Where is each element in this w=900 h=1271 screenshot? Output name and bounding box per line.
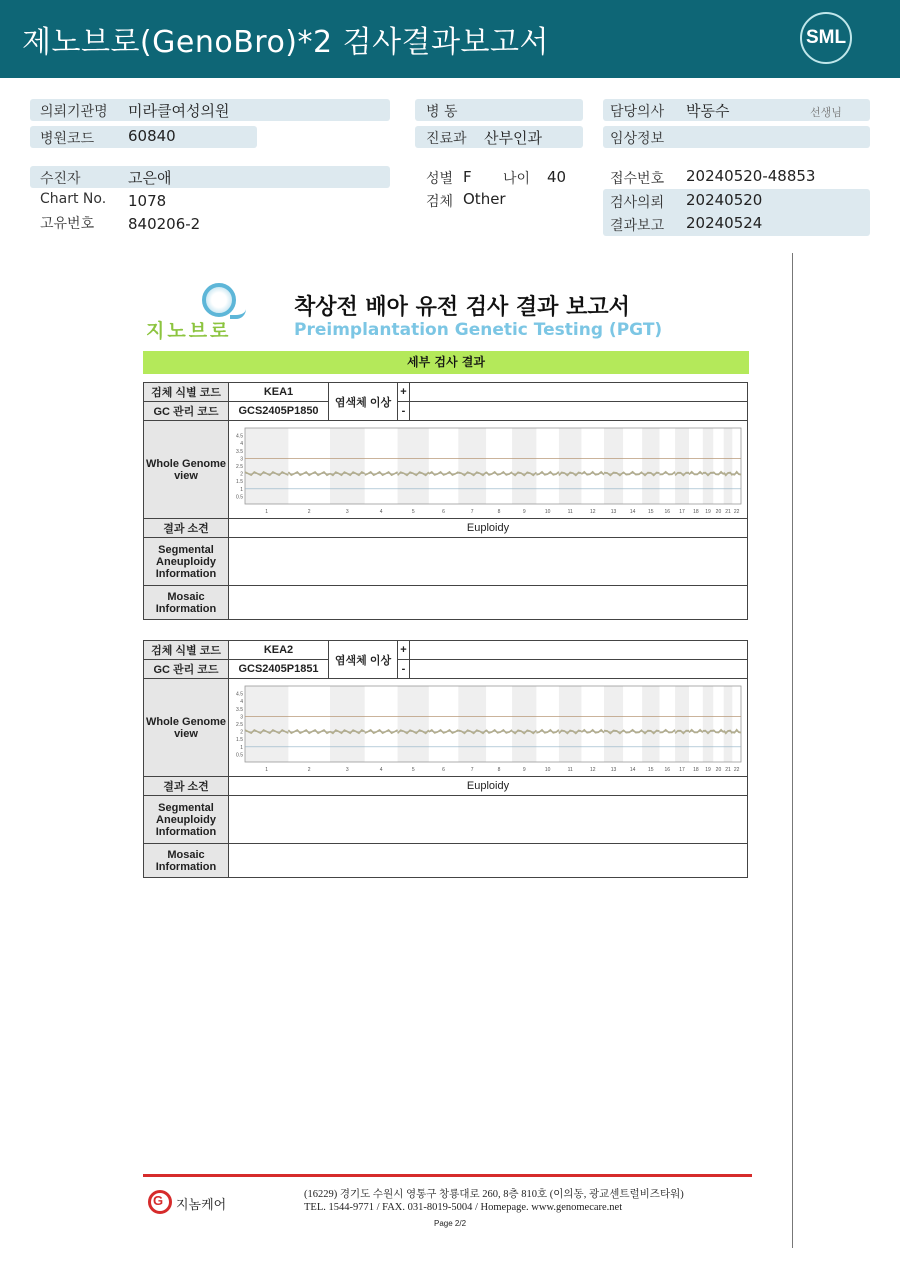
chromosome-copy-number: [660, 729, 676, 732]
minus-label: -: [398, 660, 410, 679]
reception-value: 20240520-48853: [686, 167, 816, 185]
x-tick-label: 20: [715, 508, 722, 515]
sex-label: 성별: [426, 171, 454, 187]
y-tick-label: 1.5: [236, 478, 243, 485]
x-tick-label: 17: [679, 508, 685, 515]
x-tick-label: 7: [470, 508, 474, 515]
page-number: Page 2/2: [433, 1219, 467, 1228]
chromosome-band: [398, 428, 429, 504]
chromosome-band: [703, 686, 713, 762]
chromosome-band: [398, 686, 429, 762]
x-tick-label: 8: [497, 766, 501, 773]
chrom-abnormal-label: 염색체 이상: [329, 383, 398, 421]
x-tick-label: 16: [664, 508, 671, 515]
x-tick-label: 9: [522, 508, 526, 515]
sample-table-2: [143, 640, 748, 878]
minus-value: [410, 660, 748, 679]
sample-code-label: 검체 식별 코드: [144, 383, 229, 402]
mosaic-label: Mosaic Information: [144, 586, 229, 620]
minus-label: -: [398, 402, 410, 421]
chromosome-band: [604, 686, 623, 762]
y-tick-label: 3: [240, 713, 243, 720]
segmental-label: Segmental Aneuploidy Information: [144, 796, 229, 844]
ward-label: 병 동: [426, 104, 458, 120]
unique-id-label: 고유번호: [40, 216, 95, 232]
y-tick-label: 3.5: [236, 706, 243, 713]
footer-address-block: [304, 1188, 684, 1214]
x-tick-label: 20: [715, 766, 722, 773]
chromosome-band: [245, 686, 288, 762]
report-title-ko: 착상전 배아 유전 검사 결과 보고서: [294, 295, 630, 320]
y-tick-label: 2: [240, 471, 243, 478]
chromosome-band: [559, 686, 582, 762]
genome-plot-cell: [229, 679, 748, 777]
x-tick-label: 21: [725, 766, 731, 773]
genome-plot-cell: [229, 421, 748, 519]
segmental-value: [229, 538, 748, 586]
footer-contact: TEL. 1544-9771 / FAX. 031-8019-5004 / Homepage. www.genomecare.net: [304, 1202, 623, 1213]
x-tick-label: 6: [442, 766, 445, 773]
specimen-value: Other: [463, 190, 506, 208]
x-tick-label: 2: [307, 766, 311, 773]
x-tick-label: 5: [411, 508, 415, 515]
genome-plot-2: [229, 680, 745, 776]
x-tick-label: 16: [664, 766, 671, 773]
whole-genome-label: Whole Genome view: [144, 679, 229, 777]
y-tick-label: 4: [240, 698, 243, 705]
y-tick-label: 2.5: [236, 721, 243, 728]
chromosome-copy-number: [689, 471, 703, 474]
patient-label: 수진자: [40, 171, 81, 187]
chrom-abnormal-label: 염색체 이상: [329, 641, 398, 679]
chromosome-band: [512, 428, 536, 504]
x-tick-label: 7: [470, 766, 474, 773]
chromosome-band: [675, 686, 689, 762]
x-tick-label: 13: [610, 766, 617, 773]
sml-logo: [800, 12, 852, 64]
age-value: 40: [547, 168, 567, 186]
patient-row: [30, 166, 390, 188]
chromosome-band: [703, 428, 713, 504]
request-value: 20240520: [686, 191, 763, 209]
chromosome-band: [458, 428, 486, 504]
y-tick-label: 4.5: [236, 691, 243, 698]
x-tick-label: 14: [629, 508, 636, 515]
chromosome-band: [642, 686, 659, 762]
x-tick-label: 15: [648, 508, 654, 515]
sex-value: F: [463, 168, 472, 186]
gc-code-value: GCS2405P1851: [229, 660, 329, 679]
y-tick-label: 1: [240, 744, 243, 751]
y-tick-label: 2.5: [236, 463, 243, 470]
sample-table-1: [143, 382, 748, 620]
reception-label: 접수번호: [610, 171, 665, 187]
x-tick-label: 3: [345, 508, 349, 515]
x-tick-label: 2: [307, 508, 311, 515]
magnifier-tail: [230, 309, 246, 319]
chromosome-band: [330, 686, 365, 762]
x-tick-label: 17: [679, 766, 685, 773]
section-title: 세부 검사 결과: [143, 351, 749, 374]
chromosome-band: [604, 428, 623, 504]
dept-label: 진료과: [426, 131, 467, 147]
result-value: Euploidy: [229, 777, 748, 796]
mosaic-value: [229, 844, 748, 878]
x-tick-label: 19: [705, 766, 711, 773]
page-divider: [792, 253, 793, 1248]
x-tick-label: 9: [522, 766, 526, 773]
age-label: 나이: [503, 171, 531, 187]
y-tick-label: 0.5: [236, 493, 243, 500]
segmental-label: Segmental Aneuploidy Information: [144, 538, 229, 586]
y-tick-label: 4: [240, 440, 243, 447]
genobro-logo-text: 지노브로: [146, 320, 232, 342]
result-label: 결과 소견: [144, 519, 229, 538]
x-tick-label: 11: [567, 766, 573, 773]
x-tick-label: 6: [442, 508, 445, 515]
plot-frame: [245, 428, 741, 504]
chromosome-band: [458, 686, 486, 762]
y-tick-label: 2: [240, 729, 243, 736]
chart-no-label: Chart No.: [40, 191, 107, 207]
x-tick-label: 12: [589, 766, 596, 773]
footer-address: (16229) 경기도 수원시 영통구 창룡대로 260, 8층 810호 (이의동, 광교센트럴비즈타워): [304, 1189, 684, 1200]
x-tick-label: 15: [648, 766, 654, 773]
chromosome-band: [559, 428, 582, 504]
x-tick-label: 14: [629, 766, 636, 773]
x-tick-label: 10: [544, 508, 551, 515]
x-tick-label: 11: [567, 508, 573, 515]
chromosome-band: [512, 686, 536, 762]
x-tick-label: 1: [265, 766, 269, 773]
whole-genome-label: Whole Genome view: [144, 421, 229, 519]
doctor-label: 담당의사: [610, 104, 665, 120]
x-tick-label: 13: [610, 508, 617, 515]
patient-value: 고은애: [128, 169, 172, 187]
y-tick-label: 1.5: [236, 736, 243, 743]
report-label: 결과보고: [610, 218, 665, 234]
result-value: Euploidy: [229, 519, 748, 538]
x-tick-label: 18: [693, 508, 699, 515]
segmental-value: [229, 796, 748, 844]
report-value: 20240524: [686, 214, 763, 232]
plus-label: +: [398, 641, 410, 660]
genomecare-logo-mark: G: [153, 1193, 164, 1208]
chromosome-copy-number: [713, 729, 723, 732]
y-tick-label: 1: [240, 486, 243, 493]
institution-value: 미라클여성의원: [128, 102, 230, 120]
genomecare-logo: [148, 1190, 238, 1216]
chromosome-band: [724, 428, 733, 504]
sml-logo-text: SML: [805, 27, 847, 48]
x-tick-label: 10: [544, 766, 551, 773]
dept-value: 산부인과: [484, 129, 542, 147]
report-title-en: Preimplantation Genetic Testing (PGT): [294, 320, 663, 340]
x-tick-label: 4: [379, 508, 383, 515]
genomecare-name: 지놈케어: [176, 1198, 227, 1213]
doctor-suffix: 선생님: [810, 106, 842, 119]
gc-code-label: GC 관리 코드: [144, 402, 229, 421]
x-tick-label: 22: [733, 766, 740, 773]
header-bar: [0, 0, 900, 78]
chromosome-band: [642, 428, 659, 504]
sample-code-value: KEA1: [229, 383, 329, 402]
sample-code-label: 검체 식별 코드: [144, 641, 229, 660]
y-tick-label: 0.5: [236, 751, 243, 758]
genome-plot-1: [229, 422, 745, 518]
x-tick-label: 8: [497, 508, 501, 515]
chromosome-band: [724, 686, 733, 762]
plus-value: [410, 383, 748, 402]
chromosome-copy-number: [689, 729, 703, 732]
x-tick-label: 4: [379, 766, 383, 773]
x-tick-label: 22: [733, 508, 740, 515]
minus-value: [410, 402, 748, 421]
x-tick-label: 5: [411, 766, 415, 773]
chromosome-band: [675, 428, 689, 504]
y-tick-label: 3.5: [236, 448, 243, 455]
chart-no-value: 1078: [128, 192, 167, 210]
clinical-label: 임상정보: [610, 131, 665, 147]
specimen-label: 검체: [426, 194, 454, 210]
chromosome-copy-number: [660, 471, 676, 474]
result-label: 결과 소견: [144, 777, 229, 796]
x-tick-label: 3: [345, 766, 349, 773]
unique-id-value: 840206-2: [128, 215, 201, 233]
chromosome-band: [245, 428, 288, 504]
mosaic-value: [229, 586, 748, 620]
mosaic-label: Mosaic Information: [144, 844, 229, 878]
gc-code-value: GCS2405P1850: [229, 402, 329, 421]
genobro-logo: [146, 283, 256, 343]
chromosome-copy-number: [713, 471, 723, 474]
y-tick-label: 3: [240, 455, 243, 462]
x-tick-label: 19: [705, 508, 711, 515]
x-tick-label: 18: [693, 766, 699, 773]
hospital-code-label: 병원코드: [40, 131, 95, 147]
institution-label: 의뢰기관명: [40, 104, 108, 120]
y-tick-label: 4.5: [236, 433, 243, 440]
gc-code-label: GC 관리 코드: [144, 660, 229, 679]
page-title: 제노브로(GenoBro)*2 검사결과보고서: [22, 25, 549, 60]
x-tick-label: 1: [265, 508, 269, 515]
sample-code-value: KEA2: [229, 641, 329, 660]
plus-value: [410, 641, 748, 660]
hospital-code-value: 60840: [128, 127, 176, 145]
x-tick-label: 12: [589, 508, 596, 515]
chromosome-band: [330, 428, 365, 504]
plot-frame: [245, 686, 741, 762]
footer-rule: [143, 1174, 752, 1177]
doctor-value: 박동수: [686, 102, 730, 120]
plus-label: +: [398, 383, 410, 402]
x-tick-label: 21: [725, 508, 731, 515]
request-label: 검사의뢰: [610, 195, 665, 211]
